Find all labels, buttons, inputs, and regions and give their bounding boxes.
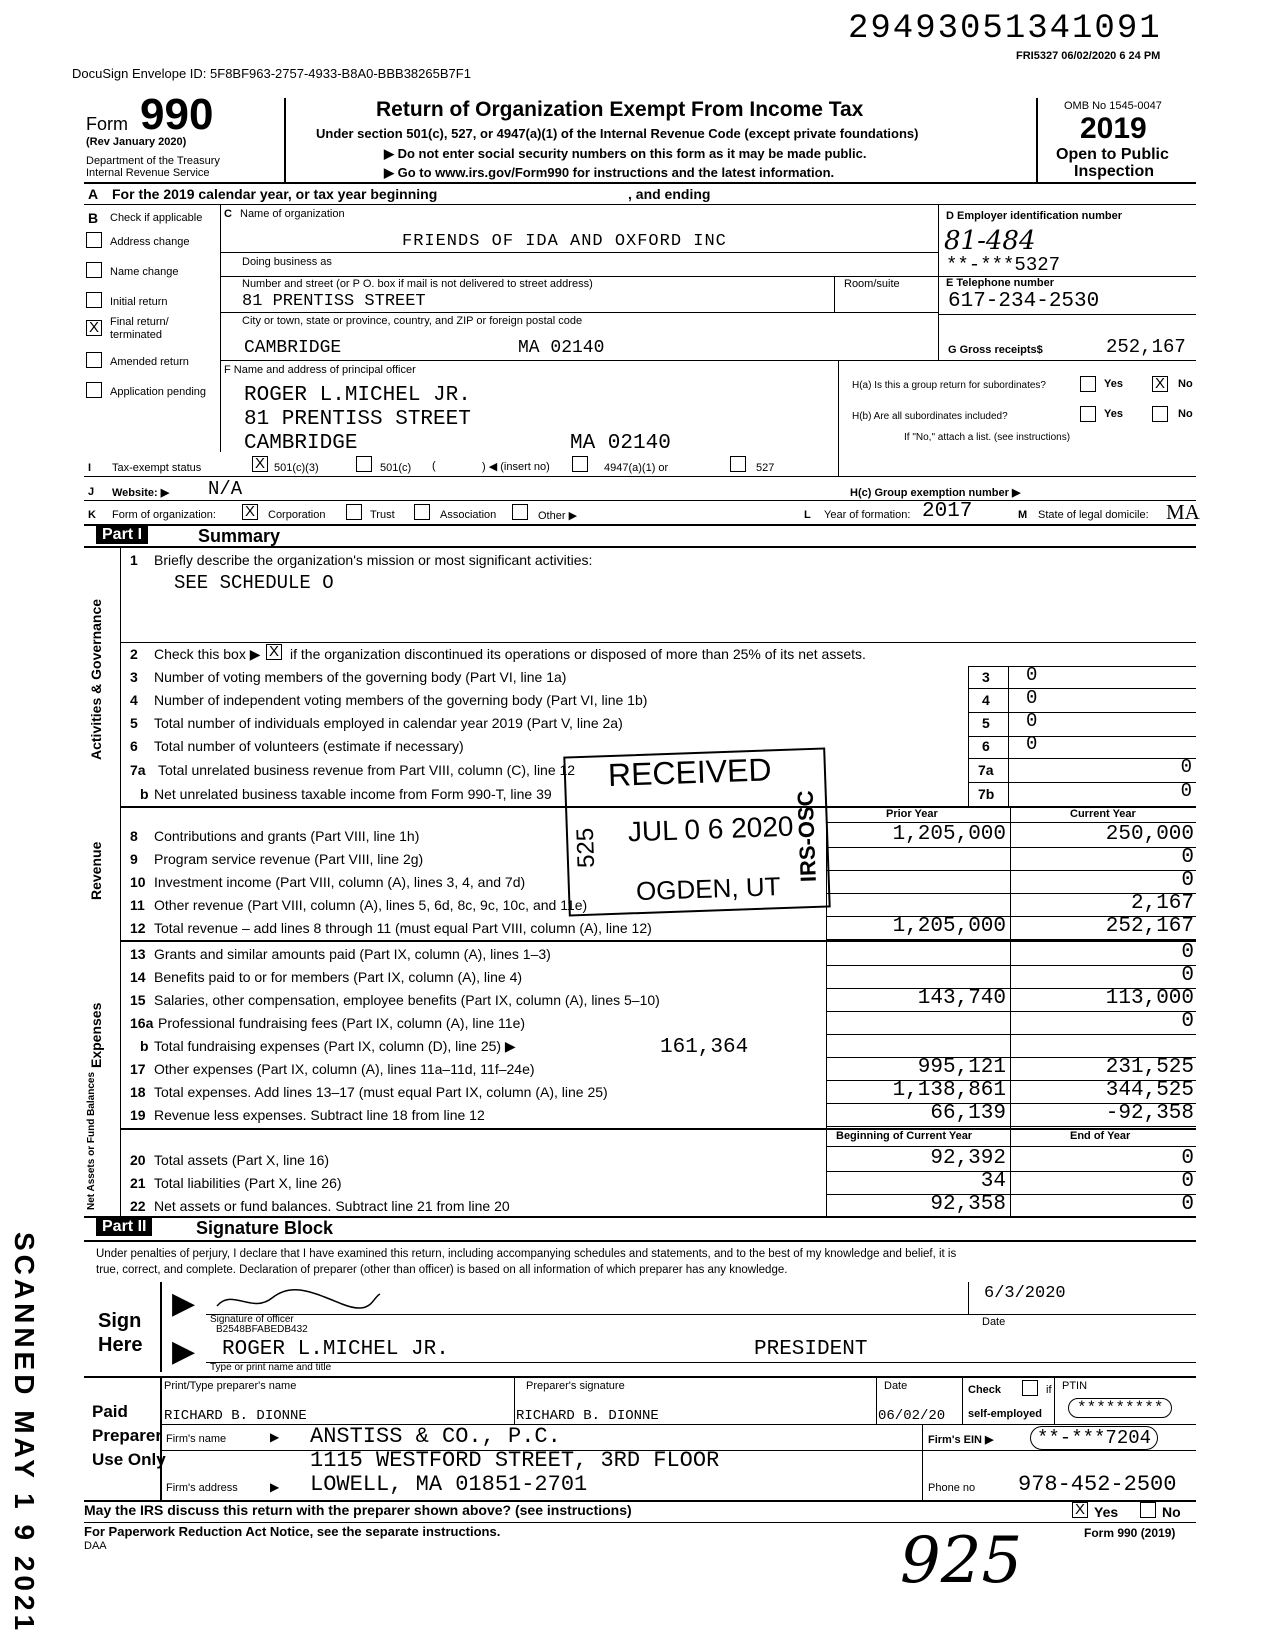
hb-yes-checkbox[interactable] (1080, 406, 1096, 422)
col-beginning-year: Beginning of Current Year (836, 1130, 973, 1142)
label-application-pending: Application pending (110, 386, 207, 398)
type-name-label: Type or print name and title (210, 1362, 332, 1373)
expense-row-3-current: 0 (1181, 1010, 1194, 1033)
daa-label: DAA (84, 1540, 107, 1552)
gross-receipts-value: 252,167 (1106, 336, 1186, 358)
revenue-row-3-num: 11 (130, 897, 145, 913)
firm-address-1: 1115 WESTFORD STREET, 3RD FLOOR (310, 1448, 720, 1473)
line3-num: 3 (130, 669, 138, 685)
line3-box: 3 (982, 669, 990, 685)
net-assets-row-2-num: 22 (130, 1198, 146, 1214)
expense-row-1-current: 0 (1181, 964, 1194, 987)
firm-name: ANSTISS & CO., P.C. (310, 1424, 561, 1449)
omb-number: OMB No 1545-0047 (1064, 100, 1162, 112)
discuss-yes-label: Yes (1094, 1504, 1119, 1520)
expense-row-1-text: Benefits paid to or for members (Part IX, column (A), line 4) (154, 969, 523, 985)
insert-no: ) ◀ (insert no) (482, 461, 550, 473)
revenue-row-1-num: 9 (130, 851, 138, 867)
line6-box: 6 (982, 738, 990, 754)
firm-name-label: Firm's name (166, 1433, 227, 1445)
hb-no-label: No (1178, 408, 1193, 420)
expense-row-6-prior: 1,138,861 (892, 1079, 1006, 1102)
self-employed-checkbox[interactable] (1022, 1380, 1038, 1396)
received-city: OGDEN, UT (635, 871, 781, 907)
firm-name-arrow: ▶ (270, 1430, 280, 1444)
preparer-name-label: Print/Type preparer's name (164, 1380, 297, 1392)
hb-note: If "No," attach a list. (see instructions) (904, 432, 1071, 443)
dln-number: 29493051341091 (848, 10, 1162, 48)
gross-receipts-label: G Gross receipts$ (948, 344, 1043, 356)
net-assets-row-0-prior: 92,392 (930, 1147, 1006, 1170)
paid-label: Paid (92, 1402, 128, 1421)
received-date: JUL 0 6 2020 (627, 810, 794, 848)
net-assets-row-0-text: Total assets (Part X, line 16) (154, 1152, 330, 1168)
telephone-value: 617-234-2530 (948, 290, 1100, 313)
city: CAMBRIDGE (244, 338, 342, 358)
firm-ein: **-***7204 (1030, 1426, 1158, 1450)
penalty-text-2: true, correct, and complete. Declaration of preparer (other than officer) is based on all information of which preparer has any knowledge. (96, 1264, 788, 1276)
received-num: 525 (571, 827, 601, 869)
officer-name: ROGER L.MICHEL JR. (244, 384, 471, 407)
line3-value: 0 (1026, 664, 1038, 686)
expense-row-0-text: Grants and similar amounts paid (Part IX, column (A), lines 1–3) (154, 946, 551, 962)
dba-label: Doing business as (242, 256, 332, 268)
here-label: Here (98, 1334, 143, 1356)
ein-label: D Employer identification number (946, 210, 1123, 222)
ha-yes-label: Yes (1104, 378, 1123, 390)
net-assets-row-2-prior: 92,358 (930, 1193, 1006, 1216)
sign-arrow-2: ▶ (172, 1335, 196, 1368)
revenue-row-0-num: 8 (130, 828, 138, 844)
ptin-label: PTIN (1062, 1380, 1088, 1392)
website-label: Website: ▶ (112, 487, 170, 499)
hb-no-checkbox[interactable] (1152, 406, 1168, 422)
docusign-envelope-id: DocuSign Envelope ID: 5F8BF963-2757-4933-B8A0-BBB38265B7F1 (72, 66, 471, 81)
net-assets-row-1-text: Total liabilities (Part X, line 26) (154, 1175, 342, 1191)
line7b-value: 0 (1180, 780, 1192, 802)
scanned-stamp: SCANNED MAY 1 9 2021 (9, 1232, 40, 1635)
org-name-label: Name of organization (240, 208, 345, 220)
preparer-name: RICHARD B. DIONNE (164, 1408, 307, 1424)
line4-value: 0 (1026, 687, 1038, 709)
checkbox-amended-return[interactable] (86, 352, 102, 368)
officer-street: 81 PRENTISS STREET (244, 408, 471, 431)
signature-label: Signature of officer (210, 1314, 294, 1325)
label-other: Other ▶ (538, 510, 578, 522)
label-initial-return: Initial return (110, 296, 168, 308)
sign-label: Sign (98, 1310, 142, 1332)
expense-row-0-num: 13 (130, 946, 146, 962)
label-final-return: Final return/ (110, 316, 169, 328)
officer-city: CAMBRIDGE (244, 432, 358, 455)
line5-num: 5 (130, 715, 138, 731)
checkbox-corporation[interactable]: X (242, 504, 258, 520)
revenue-row-4-text: Total revenue – add lines 8 through 11 (must equal Part VIII, column (A), line 12) (154, 920, 652, 936)
checkbox-address-change[interactable] (86, 232, 102, 248)
line7b-box: 7b (978, 786, 995, 802)
hc-label: H(c) Group exemption number ▶ (850, 487, 1021, 499)
date-label: Date (982, 1316, 1006, 1328)
revenue-row-2-current: 0 (1181, 869, 1194, 892)
expense-row-4-num: b (140, 1038, 149, 1054)
domicile-value: MA (1166, 500, 1200, 524)
line6-value: 0 (1026, 733, 1038, 755)
line5-box: 5 (982, 715, 990, 731)
line-j-letter: J (88, 486, 95, 498)
discuss-question: May the IRS discuss this return with the preparer shown above? (see instructions) (84, 1502, 632, 1518)
open-to-public: Open to Public (1056, 146, 1169, 163)
line2-text2: if the organization discontinued its operations or disposed of more than 25% of its net assets. (290, 646, 866, 662)
use-only-label: Use Only (92, 1450, 166, 1469)
ein-value: **-***5327 (946, 254, 1061, 276)
line16b-inline-value: 161,364 (660, 1036, 749, 1059)
hb-question: H(b) Are all subordinates included? (852, 411, 1008, 422)
ha-no-label: No (1178, 378, 1193, 390)
revenue-row-1-current: 0 (1181, 846, 1194, 869)
line5-value: 0 (1026, 710, 1038, 732)
website-value: N/A (208, 478, 243, 500)
revenue-row-0-text: Contributions and grants (Part VIII, line 1h) (154, 828, 420, 844)
checkbox-501c3[interactable]: X (252, 456, 268, 472)
line-l-letter: L (804, 509, 811, 521)
preparer-date-label: Date (884, 1380, 908, 1392)
label-terminated: terminated (110, 329, 162, 341)
tax-exempt-label: Tax-exempt status (112, 462, 202, 474)
expense-row-2-text: Salaries, other compensation, employee benefits (Part IX, column (A), lines 5–10) (154, 992, 660, 1008)
label-501c: 501(c) (380, 462, 412, 474)
discuss-no-checkbox[interactable] (1140, 1502, 1156, 1518)
revenue-row-0-current: 250,000 (1105, 823, 1194, 846)
ha-no-checkbox[interactable]: X (1152, 376, 1168, 392)
label-501c3: 501(c)(3) (274, 462, 319, 474)
room-label: Room/suite (844, 278, 900, 290)
expense-row-4-text: Total fundraising expenses (Part IX, column (D), line 25) ▶ (154, 1038, 516, 1054)
expense-row-7-text: Revenue less expenses. Subtract line 18 from line 12 (154, 1107, 485, 1123)
ptin-value: ********* (1068, 1398, 1172, 1418)
net-assets-row-1-prior: 34 (980, 1170, 1006, 1193)
form-subtitle: Under section 501(c), 527, or 4947(a)(1) of the Internal Revenue Code (except private foundations) (316, 126, 919, 141)
officer-title: PRESIDENT (754, 1338, 868, 1361)
expense-row-7-current: -92,358 (1105, 1102, 1194, 1125)
revenue-row-4-num: 12 (130, 920, 146, 936)
expense-row-7-prior: 66,139 (930, 1102, 1006, 1125)
form-word: Form (86, 114, 128, 134)
expense-row-6-current: 344,525 (1105, 1079, 1194, 1102)
expense-row-5-text: Other expenses (Part IX, column (A), lines 11a–11d, 11f–24e) (154, 1061, 535, 1077)
checkbox-trust[interactable] (346, 504, 362, 520)
ein-handwritten: 81-484 (944, 226, 1036, 256)
year-formation-label: Year of formation: (824, 509, 911, 521)
department: Department of the Treasury (86, 155, 220, 167)
net-assets-row-1-current: 0 (1181, 1170, 1194, 1193)
expense-row-3-text: Professional fundraising fees (Part IX, column (A), line 11e) (158, 1015, 526, 1031)
expense-row-3-num: 16a (130, 1015, 154, 1031)
instructions-link[interactable]: ▶ Go to www.irs.gov/Form990 for instructions and the latest information. (384, 165, 835, 180)
received-irs: IRS-OSC (792, 790, 821, 883)
line5-text: Total number of individuals employed in calendar year 2019 (Part V, line 2a) (154, 715, 623, 731)
year-formation-value: 2017 (922, 500, 973, 523)
checkbox-other[interactable] (512, 504, 528, 520)
preparer-label: Preparer (92, 1426, 162, 1445)
ha-question: H(a) Is this a group return for subordinates? (852, 380, 1046, 391)
expense-row-5-current: 231,525 (1105, 1056, 1194, 1079)
form-of-org-label: Form of organization: (112, 509, 216, 521)
preparer-date: 06/02/20 (878, 1408, 946, 1424)
paren-open: ( (432, 460, 436, 472)
expense-row-2-prior: 143,740 (917, 987, 1006, 1010)
checkbox-discontinued[interactable]: X (266, 644, 282, 660)
revenue-row-0-prior: 1,205,000 (892, 823, 1006, 846)
checkbox-application-pending[interactable] (86, 382, 102, 398)
expense-row-1-num: 14 (130, 969, 146, 985)
expense-row-6-text: Total expenses. Add lines 13–17 (must equal Part IX, column (A), line 25) (154, 1084, 608, 1100)
line-i-letter: I (88, 462, 92, 474)
checkbox-name-change[interactable] (86, 262, 102, 278)
net-assets-row-0-num: 20 (130, 1152, 146, 1168)
net-assets-row-2-text: Net assets or fund balances. Subtract line 21 from line 20 (154, 1198, 510, 1214)
side-label-net-assets: Net Assets or Fund Balances (86, 1071, 97, 1210)
part2-tag: Part II (96, 1218, 152, 1236)
irs-label: Internal Revenue Service (86, 167, 210, 179)
expense-row-2-current: 113,000 (1105, 987, 1194, 1010)
form-number: 990 (140, 90, 214, 139)
tax-year: 2019 (1080, 112, 1147, 145)
if-label: if (1046, 1384, 1052, 1396)
col-end-year: End of Year (1070, 1130, 1131, 1142)
self-employed-label: self-employed (968, 1408, 1042, 1420)
expense-row-6-num: 18 (130, 1084, 146, 1100)
line4-text: Number of independent voting members of the governing body (Part VI, line 1b) (154, 692, 648, 708)
checkbox-4947[interactable] (572, 456, 588, 472)
line7a-box: 7a (978, 762, 994, 778)
form-footer: Form 990 (2019) (1084, 1526, 1176, 1540)
firm-address-2: LOWELL, MA 01851-2701 (310, 1472, 588, 1497)
line-k-letter: K (88, 509, 96, 521)
form-title: Return of Organization Exempt From Income Tax (376, 98, 864, 121)
line7b-text: Net unrelated business taxable income from Form 990-T, line 39 (154, 786, 552, 802)
inspection: Inspection (1074, 163, 1155, 180)
checkbox-527[interactable] (730, 456, 746, 472)
line4-num: 4 (130, 692, 138, 708)
telephone-label: E Telephone number (946, 277, 1054, 289)
line6-num: 6 (130, 738, 138, 754)
firm-address-label: Firm's address (166, 1482, 238, 1494)
net-assets-row-1-num: 21 (130, 1175, 146, 1191)
revenue-row-3-current: 2,167 (1130, 892, 1194, 915)
checkbox-association[interactable] (414, 504, 430, 520)
firm-ein-label: Firm's EIN ▶ (928, 1434, 994, 1446)
checkbox-initial-return[interactable] (86, 292, 102, 308)
side-label-governance: Activities & Governance (88, 598, 104, 760)
label-address-change: Address change (110, 236, 190, 248)
label-corporation: Corporation (268, 509, 326, 521)
section-b-title: Check if applicable (110, 212, 203, 224)
side-label-expenses: Expenses (88, 1002, 104, 1068)
revenue-row-2-num: 10 (130, 874, 146, 890)
discuss-no-label: No (1162, 1504, 1181, 1520)
ssn-warning: ▶ Do not enter social security numbers on this form as it may be made public. (384, 146, 867, 161)
label-4947: 4947(a)(1) or (604, 462, 669, 474)
preparer-phone: 978-452-2500 (1018, 1472, 1177, 1497)
hb-yes-label: Yes (1104, 408, 1123, 420)
revenue-row-3-text: Other revenue (Part VIII, column (A), lines 5, 6d, 8c, 9c, 10c, and 11e) (154, 897, 588, 913)
paperwork-notice: For Paperwork Reduction Act Notice, see the separate instructions. (84, 1524, 501, 1539)
line7a-num: 7a (130, 762, 146, 778)
line6-text: Total number of volunteers (estimate if necessary) (154, 738, 464, 754)
label-amended-return: Amended return (110, 356, 189, 368)
part1-title: Summary (198, 526, 281, 546)
label-527: 527 (756, 462, 775, 474)
line1-num: 1 (130, 552, 138, 568)
penalty-text-1: Under penalties of perjury, I declare that I have examined this return, including accompanying schedules and statements, and to the best of my knowledge and belief, it is (96, 1248, 957, 1260)
col-current-year: Current Year (1070, 808, 1136, 820)
expense-row-2-num: 15 (130, 992, 146, 1008)
checkbox-final-return[interactable]: X (86, 320, 102, 336)
revenue-row-4-prior: 1,205,000 (892, 915, 1006, 938)
checkbox-501c[interactable] (356, 456, 372, 472)
discuss-yes-checkbox[interactable]: X (1072, 1502, 1088, 1518)
ha-yes-checkbox[interactable] (1080, 376, 1096, 392)
domicile-label: State of legal domicile: (1038, 509, 1149, 521)
line7a-text: Total unrelated business revenue from Part VIII, column (C), line 12 (158, 762, 576, 778)
officer-state-zip: MA 02140 (570, 432, 671, 455)
handwritten-number: 925 (900, 1524, 1023, 1598)
signature-id: B2548BFABEDB432 (216, 1324, 308, 1335)
line1-text: Briefly describe the organization's mission or most significant activities: (154, 552, 593, 568)
expense-row-5-num: 17 (130, 1061, 146, 1077)
expense-row-7-num: 19 (130, 1107, 146, 1123)
received-text: RECEIVED (607, 751, 773, 794)
line-a-letter: A (88, 186, 99, 202)
line3-text: Number of voting members of the governing body (Part VI, line 1a) (154, 669, 567, 685)
street-address: 81 PRENTISS STREET (242, 292, 426, 311)
section-b-letter: B (88, 210, 99, 226)
received-stamp (563, 747, 830, 916)
firm-address-arrow: ▶ (270, 1480, 280, 1494)
signature-date: 6/3/2020 (984, 1284, 1066, 1303)
org-name: FRIENDS OF IDA AND OXFORD INC (402, 232, 727, 251)
line7b-num: b (140, 786, 149, 802)
phone-label: Phone no (928, 1482, 976, 1494)
check-label: Check (968, 1384, 1002, 1396)
revision-date: (Rev January 2020) (86, 136, 187, 148)
line-m-letter: M (1018, 509, 1028, 521)
col-prior-year: Prior Year (886, 808, 938, 820)
line7a-value: 0 (1180, 756, 1192, 778)
line2-num: 2 (130, 646, 138, 662)
preparer-signature: RICHARD B. DIONNE (516, 1408, 659, 1424)
expense-row-5-prior: 995,121 (917, 1056, 1006, 1079)
net-assets-row-0-current: 0 (1181, 1147, 1194, 1170)
city-label: City or town, state or province, country, and ZIP or foreign postal code (242, 315, 583, 327)
line-a-ending: , and ending (628, 186, 711, 202)
principal-officer-label: F Name and address of principal officer (224, 364, 416, 376)
revenue-row-4-current: 252,167 (1105, 915, 1194, 938)
state-zip: MA 02140 (518, 338, 605, 358)
part1-tag: Part I (96, 526, 148, 544)
line-a-text: For the 2019 calendar year, or tax year beginning (112, 186, 438, 202)
label-name-change: Name change (110, 266, 179, 278)
line4-box: 4 (982, 692, 990, 708)
label-trust: Trust (370, 509, 395, 521)
street-label: Number and street (or P O. box if mail is not delivered to street address) (242, 278, 593, 290)
side-label-revenue: Revenue (88, 841, 104, 900)
net-assets-row-2-current: 0 (1181, 1193, 1194, 1216)
expense-row-0-current: 0 (1181, 941, 1194, 964)
line2-text: Check this box ▶ (154, 646, 261, 662)
filing-timestamp: FRI5327 06/02/2020 6 24 PM (1016, 50, 1161, 62)
mission-value: SEE SCHEDULE O (174, 572, 334, 594)
preparer-sig-label: Preparer's signature (526, 1380, 625, 1392)
label-association: Association (440, 509, 497, 521)
revenue-row-1-text: Program service revenue (Part VIII, line 2g) (154, 851, 424, 867)
revenue-row-2-text: Investment income (Part VIII, column (A), lines 3, 4, and 7d) (154, 874, 526, 890)
officer-print-name: ROGER L.MICHEL JR. (222, 1338, 449, 1361)
officer-signature (212, 1284, 382, 1314)
section-c-letter: C (224, 208, 232, 220)
part2-title: Signature Block (196, 1218, 334, 1238)
sign-arrow-1: ▶ (172, 1287, 196, 1320)
